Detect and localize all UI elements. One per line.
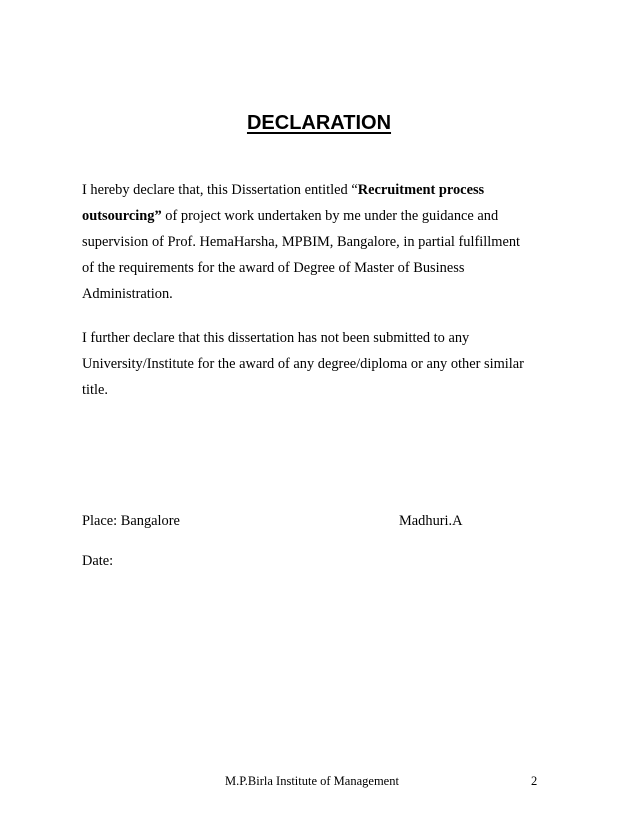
paragraph-line [82, 177, 554, 203]
paragraph-line: University/Institute for the award of any degree/diploma or any other similar [82, 356, 524, 372]
signature-row [82, 508, 554, 534]
dissertation-title-part-1: Recruitment process [357, 182, 485, 198]
paragraph-text: I hereby declare that, this Dissertation entitled “ [82, 182, 358, 198]
declaration-paragraph-1 [82, 177, 554, 307]
place-label: Place: Bangalore [82, 513, 180, 529]
date-label: Date: [82, 553, 114, 569]
paragraph-line: supervision of Prof. HemaHarsha, MPBIM, Bangalore, in partial fulfillment [82, 234, 521, 250]
page-footer [0, 771, 638, 791]
footer-institute: M.P.Birla Institute of Management [225, 774, 399, 788]
paragraph-line [82, 203, 554, 229]
paragraph-text: of project work undertaken by me under the guidance and [161, 208, 499, 224]
paragraph-line: title. [82, 382, 108, 398]
page-number: 2 [531, 774, 538, 788]
paragraph-line: of the requirements for the award of Degree of Master of Business [82, 260, 465, 276]
page-title [0, 109, 638, 137]
dissertation-title-part-2: outsourcing” [82, 208, 162, 224]
signatory-name: Madhuri.A [399, 513, 463, 529]
declaration-heading: DECLARATION [246, 112, 392, 134]
paragraph-line: I further declare that this dissertation has not been submitted to any [82, 330, 470, 346]
paragraph-line: Administration. [82, 286, 173, 302]
declaration-paragraph-2 [82, 325, 554, 403]
